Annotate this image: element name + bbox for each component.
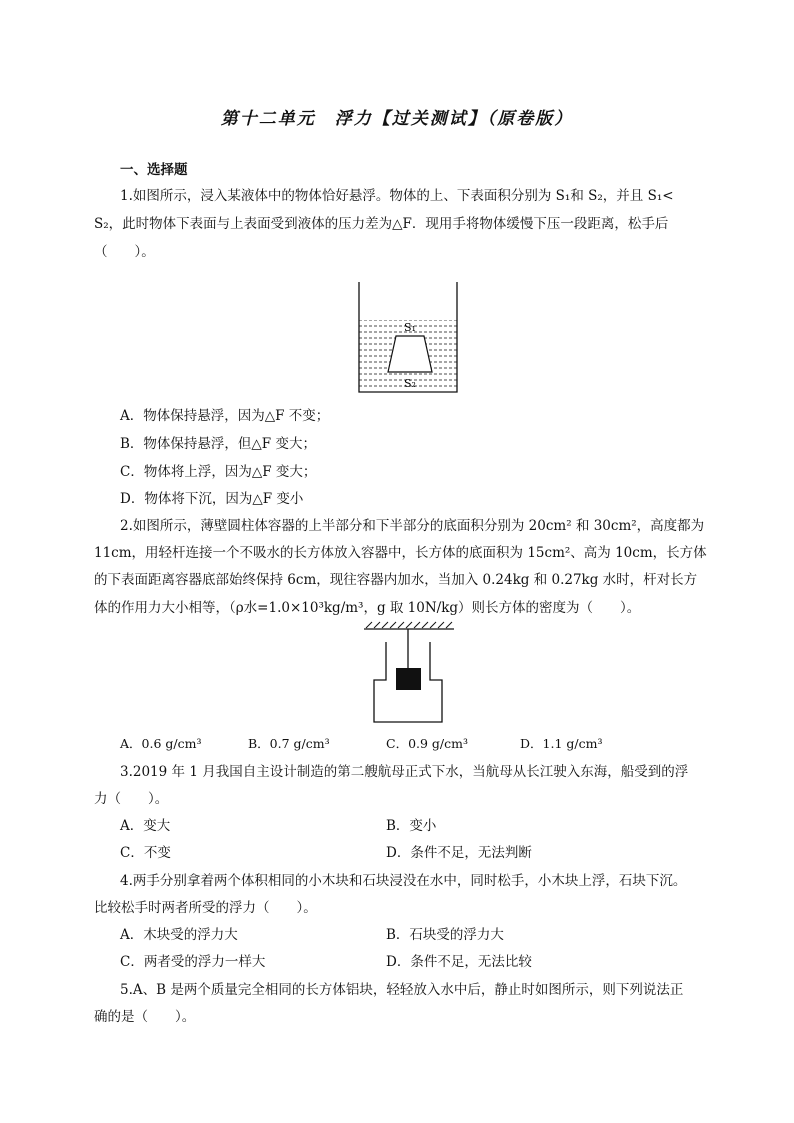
- q2-line-2: 11cm，用轻杆连接一个不吸水的长方体放入容器中，长方体的底面积为 15cm²、高为 10cm，长方体: [94, 545, 707, 561]
- label-s2: S₂: [404, 377, 416, 390]
- page-title: 第十二单元 浮力【过关测试】（原卷版）: [220, 109, 574, 129]
- q3-option-b: B．变小: [386, 818, 437, 834]
- q3-option-a: A．变大: [120, 818, 171, 834]
- q5-line-2: 确的是（ ）。: [94, 1009, 196, 1025]
- q4-option-c: C．两者受的浮力一样大: [120, 954, 266, 970]
- q1-line-1: 1.如图所示，浸入某液体中的物体恰好悬浮。物体的上、下表面积分别为 S₁和 S₂，并且 S₁<: [120, 188, 674, 204]
- ceiling-support: [364, 622, 454, 629]
- q2-option-c: C．0.9 g/cm³: [386, 736, 468, 751]
- q1-option-c: C．物体将上浮，因为△F 变大；: [120, 464, 317, 480]
- q5-line-1: 5.A、B 是两个质量完全相同的长方体铝块，轻轻放入水中后，静止时如图所示，则下列说法正: [120, 982, 684, 998]
- q2-option-b: B．0.7 g/cm³: [248, 736, 330, 751]
- q2-figure-rod-container-diagram: [362, 620, 458, 726]
- trapezoid-object: [388, 336, 432, 372]
- q1-option-d: D．物体将下沉，因为△F 变小: [120, 491, 304, 507]
- q3-option-d: D．条件不足，无法判断: [386, 845, 532, 861]
- q1-option-a: A．物体保持悬浮，因为△F 不变；: [120, 408, 330, 424]
- q4-option-a: A．木块受的浮力大: [120, 927, 238, 943]
- q1-line-3: （ ）。: [94, 244, 155, 260]
- q4-option-d: D．条件不足，无法比较: [386, 954, 532, 970]
- section-heading: 一、选择题: [120, 162, 188, 178]
- q3-option-c: C．不变: [120, 845, 171, 861]
- q4-line-1: 4.两手分别拿着两个体积相同的小木块和石块浸没在水中，同时松手，小木块上浮，石块下沉。: [120, 873, 687, 889]
- q1-line-2: S₂，此时物体下表面与上表面受到液体的压力差为△F．现用手将物体缓慢下压一段距离，松手后: [94, 216, 669, 232]
- q1-option-b: B．物体保持悬浮，但△F 变大；: [120, 436, 316, 452]
- q4-option-b: B．石块受的浮力大: [386, 927, 504, 943]
- q3-line-1: 3.2019 年 1 月我国自主设计制造的第二艘航母正式下水，当航母从长江驶入东海，船受到的浮: [120, 764, 689, 780]
- q1-figure-container-diagram: [352, 280, 464, 398]
- q2-option-a: A．0.6 g/cm³: [120, 736, 202, 751]
- q2-options-row: [120, 734, 640, 754]
- q2-line-1: 2.如图所示，薄壁圆柱体容器的上半部分和下半部分的底面积分别为 20cm² 和 30cm²，高度都为: [120, 518, 705, 534]
- q4-line-2: 比较松手时两者所受的浮力（ ）。: [94, 900, 317, 916]
- q2-line-3: 的下表面距离容器底部始终保持 6cm，现往容器内加水，当加入 0.24kg 和 0.27kg 水时，杆对长方: [94, 572, 698, 588]
- q2-option-d: D．1.1 g/cm³: [520, 736, 603, 751]
- q3-line-2: 力（ ）。: [94, 791, 169, 807]
- label-s1: S₁: [404, 321, 416, 334]
- cuboid-block: [396, 668, 421, 690]
- q2-line-4: 体的作用力大小相等，（ρ水=1.0×10³kg/m³，g 取 10N/kg）则长方体的密度为（ ）。: [94, 600, 641, 616]
